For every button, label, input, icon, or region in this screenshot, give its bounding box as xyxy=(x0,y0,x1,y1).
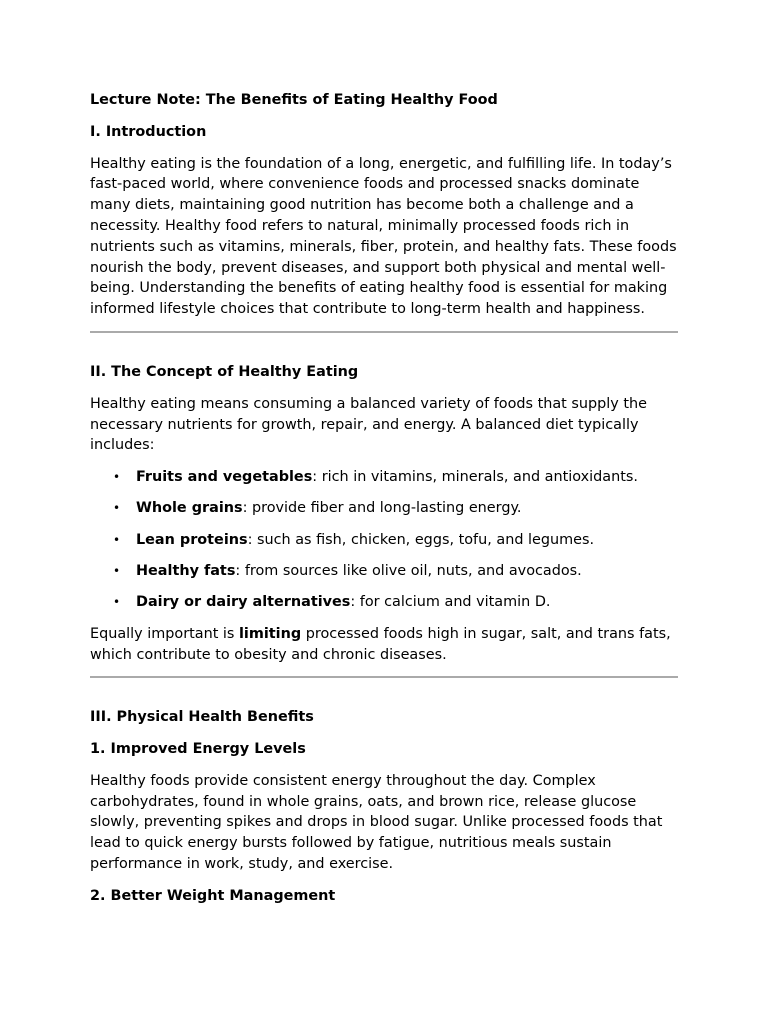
list-item xyxy=(136,561,678,582)
list-item-term: Healthy fats xyxy=(136,562,236,579)
list-item-description: : provide fiber and long-lasting energy. xyxy=(242,500,522,517)
list-item-description: : from sources like olive oil, nuts, and avocados. xyxy=(235,562,582,579)
list-item-description: : such as fish, chicken, eggs, tofu, and legumes. xyxy=(247,531,595,548)
list-item xyxy=(136,498,678,519)
list-item xyxy=(136,530,678,551)
list-item xyxy=(136,592,678,613)
closing-emphasis: limiting xyxy=(239,625,302,642)
list-item-description: : for calcium and vitamin D. xyxy=(350,593,551,610)
document-title: Lecture Note: The Benefits of Eating Healthy Food xyxy=(90,92,498,108)
introduction-paragraph: Healthy eating is the foundation of a long, energetic, and fulfilling life. In today’s fast-paced world, where convenience foods and processed snacks dominate many diets, maintaining good nutrition has become both a challenge and a necessity. Healthy food refers to natural, minimally processed foods rich in nutrients such as vitamins, minerals, fiber, protein, and healthy fats. These foods nourish the body, prevent diseases, and support both physical and mental well-being. Understanding the benefits of eating healthy food is essential for making informed lifestyle choices that contribute to long-term health and happiness. xyxy=(90,155,677,318)
section-heading-concept: II. The Concept of Healthy Eating xyxy=(90,363,359,380)
subsection-heading-weight: 2. Better Weight Management xyxy=(90,887,336,904)
list-item-term: Fruits and vegetables xyxy=(136,469,313,486)
section-divider xyxy=(90,676,678,678)
list-item-description: : rich in vitamins, minerals, and antioxidants. xyxy=(312,469,638,486)
section-heading-physical-health: III. Physical Health Benefits xyxy=(90,709,314,726)
section-divider xyxy=(90,331,678,333)
list-item-term: Whole grains xyxy=(136,500,243,517)
section-heading-introduction: I. Introduction xyxy=(90,123,207,140)
concept-paragraph: Healthy eating means consuming a balanced variety of foods that supply the necessary nutrients for growth, repair, and energy. A balanced diet typically includes: xyxy=(90,395,647,454)
energy-paragraph: Healthy foods provide consistent energy throughout the day. Complex carbohydrates, found in whole grains, oats, and brown rice, release glucose slowly, preventing spikes and drops in blood sugar. Unlike processed foods that lead to quick energy bursts followed by fatigue, nutritious meals sustain performance in work, study, and exercise. xyxy=(90,772,663,873)
balanced-diet-list xyxy=(90,467,678,613)
closing-prefix: Equally important is xyxy=(90,625,239,642)
list-item xyxy=(136,467,678,488)
list-item-term: Dairy or dairy alternatives xyxy=(136,593,351,610)
subsection-heading-energy: 1. Improved Energy Levels xyxy=(90,741,306,758)
concept-closing-paragraph xyxy=(90,624,678,666)
document-content xyxy=(90,90,678,918)
list-item-term: Lean proteins xyxy=(136,531,248,548)
closing-suffix: processed foods high in sugar, salt, and trans fats, which contribute to obesity and chronic diseases. xyxy=(90,625,671,663)
